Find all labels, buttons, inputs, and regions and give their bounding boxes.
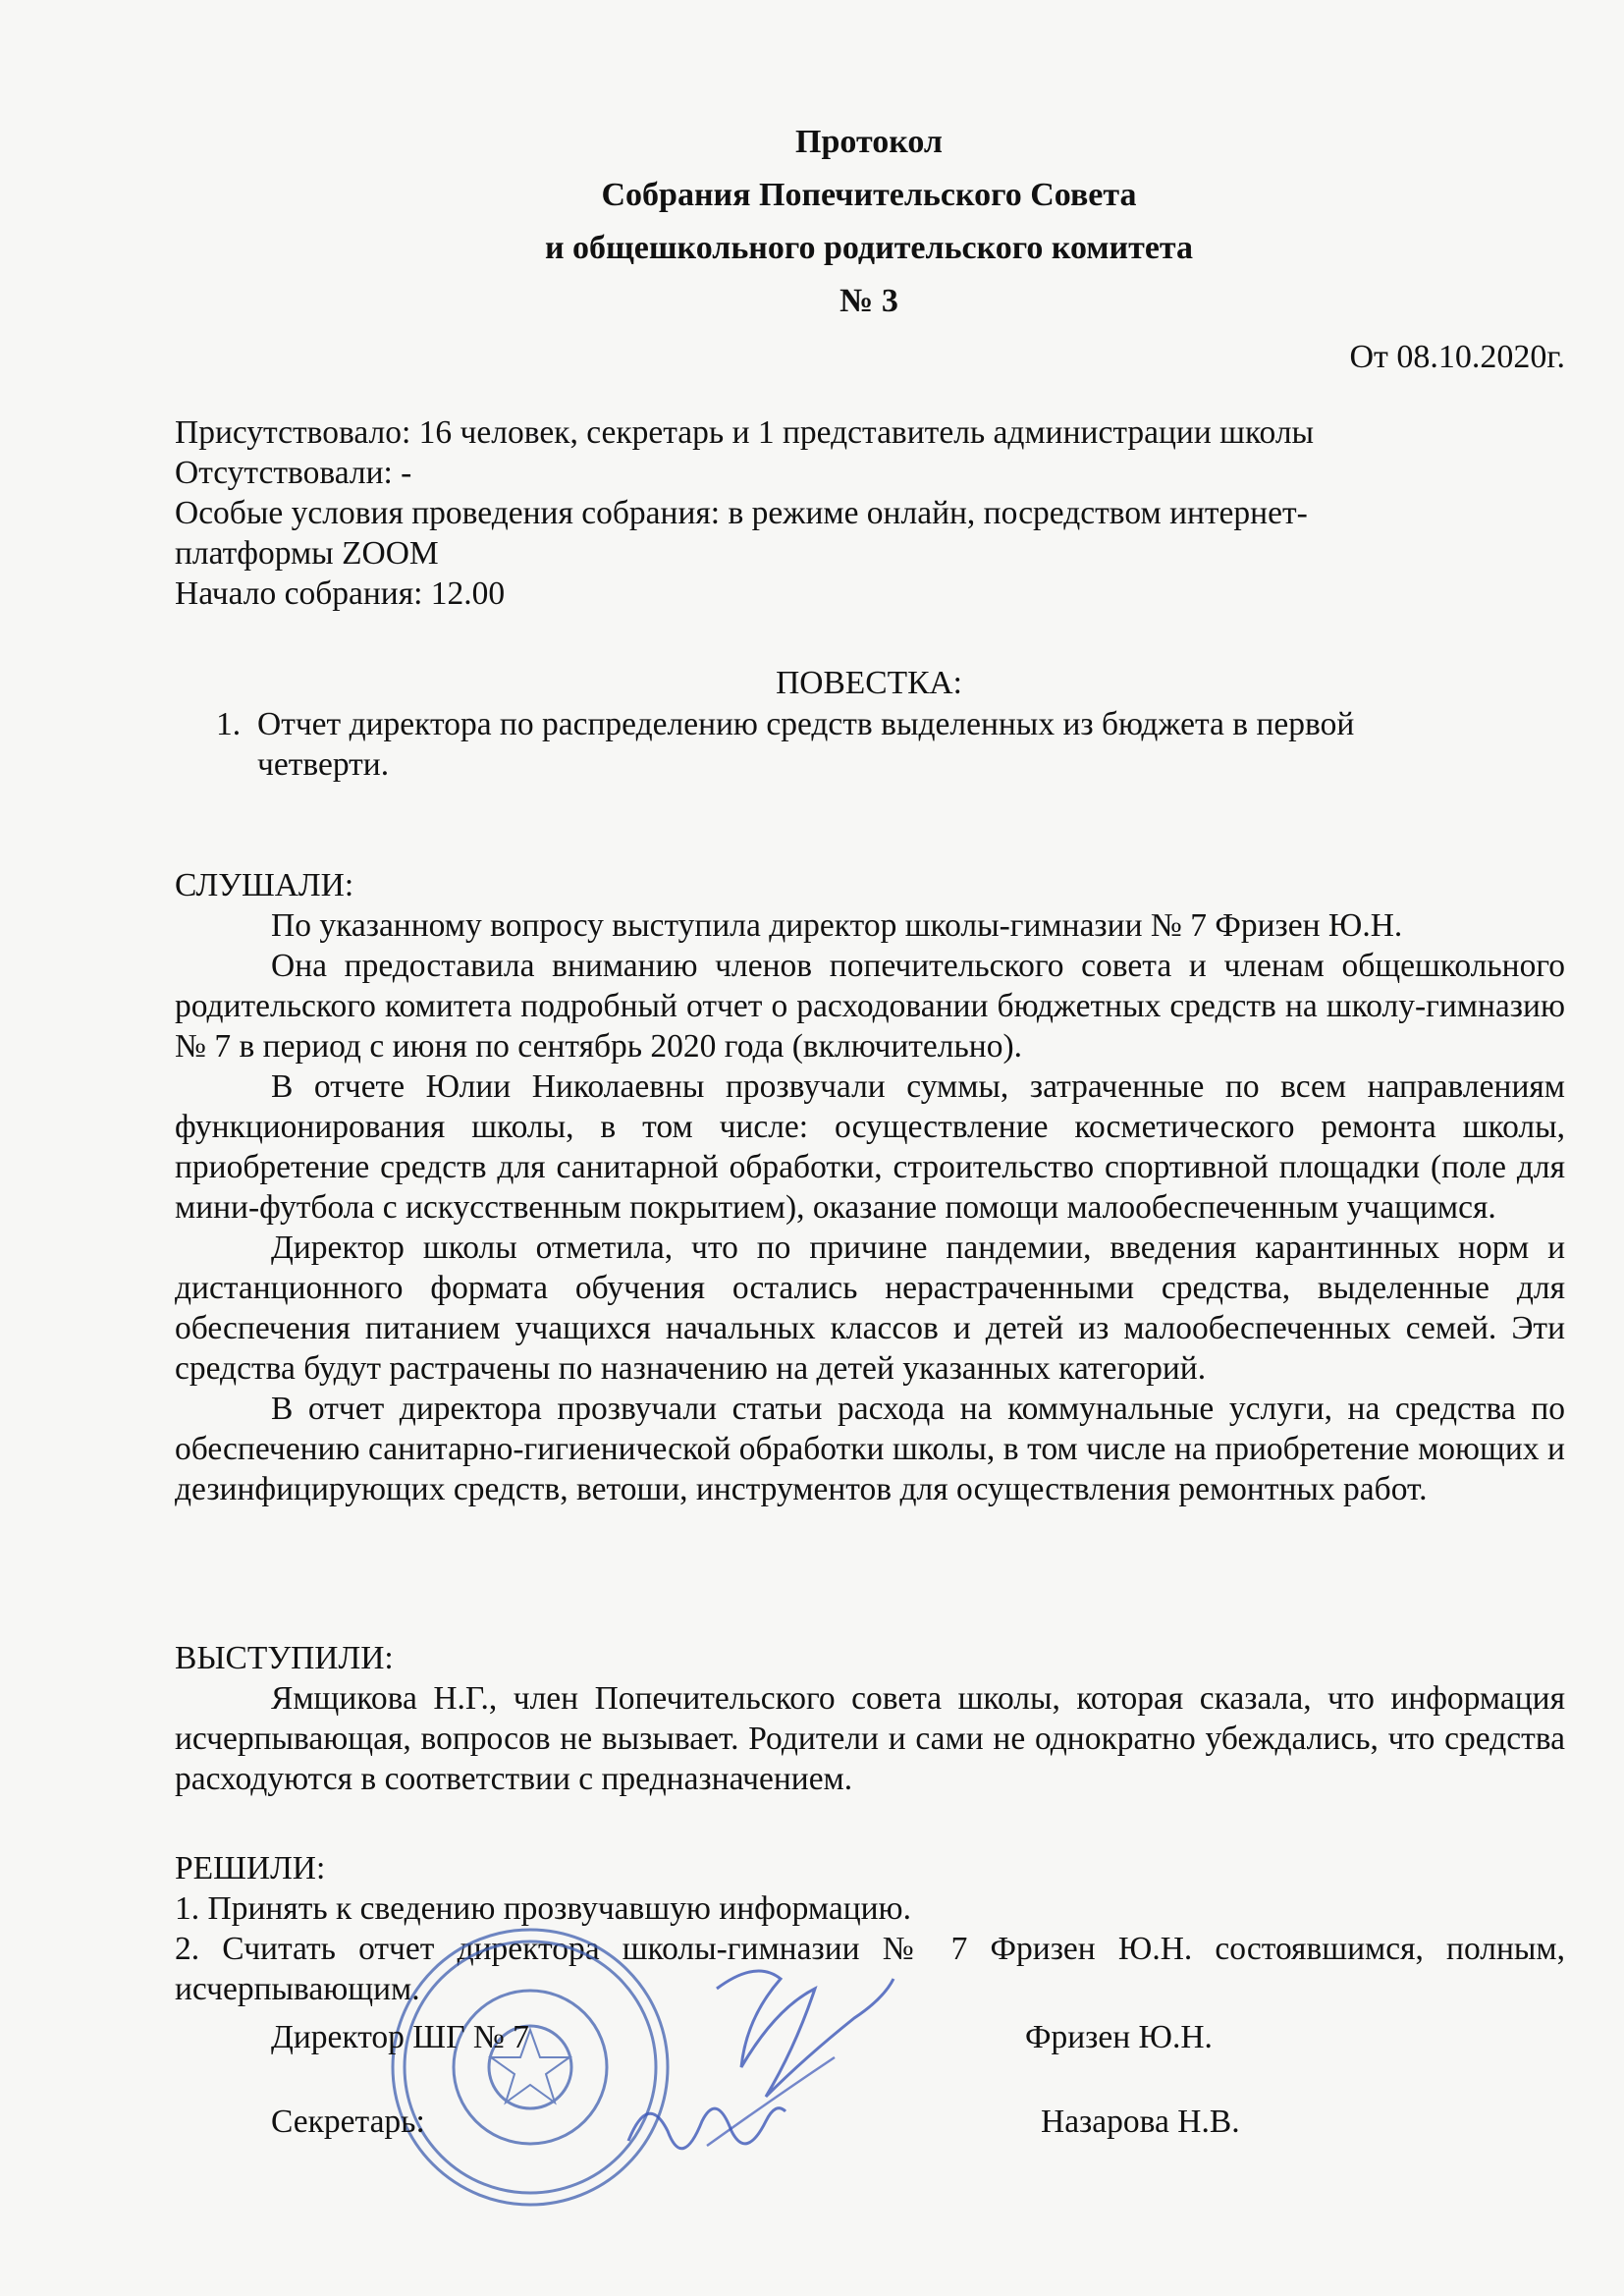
- decided-heading: РЕШИЛИ:: [175, 1850, 326, 1886]
- document-title: [0, 116, 1624, 328]
- secretary-role: Секретарь:: [271, 2104, 425, 2140]
- spoke-section: [175, 1638, 1565, 1799]
- meta-absent: Отсутствовали: -: [175, 455, 412, 491]
- director-name: Фризен Ю.Н.: [1025, 2019, 1213, 2055]
- spoke-heading: ВЫСТУПИЛИ:: [175, 1640, 394, 1676]
- director-role: Директор ШГ № 7: [271, 2019, 529, 2055]
- decided-item: 2. Считать отчет директора школы-гимназии № 7 Фризен Ю.Н. состоявшимся, полным, исчерпывающим.: [175, 1931, 1565, 2007]
- meeting-meta: [175, 412, 1565, 614]
- meta-present: Присутствовало: 16 человек, секретарь и 1 представитель администрации школы: [175, 414, 1315, 451]
- title-line-4: № 3: [839, 283, 898, 319]
- agenda-heading: ПОВЕСТКА:: [776, 665, 962, 701]
- agenda-item-text: Отчет директора по распределению средств выделенных из бюджета в первой четверти.: [257, 706, 1355, 783]
- heard-section: [175, 865, 1565, 1509]
- secretary-signature: [609, 2052, 795, 2200]
- title-line-3: и общешкольного родительского комитета: [544, 230, 1194, 266]
- document-date: От 08.10.2020г.: [1349, 339, 1565, 375]
- agenda-item: [216, 704, 1492, 785]
- heard-paragraph: Директор школы отметила, что по причине пандемии, введения карантинных норм и дистанционного формата обучения остались нерастраченными средства, выделенные для обеспечения питанием учащихся начальных классов и детей из малообеспеченных семей. Эти средства будут растрачены по назначению на детей указанных категорий.: [175, 1230, 1565, 1387]
- heard-paragraph: В отчет директора прозвучали статьи расхода на коммунальные услуги, на средства по обеспечению санитарно-гигиенической обработки школы, в том числе на приобретение моющих и дезинфицирующих средств, ветоши, инструментов для осуществления ремонтных работ.: [175, 1391, 1565, 1507]
- spoke-paragraph: Ямщикова Н.Г., член Попечительского совета школы, которая сказала, что информация исчерпывающая, вопросов не вызывает. Родители и сами не однократно убеждались, что средства расходуются в соответствии с предназначением.: [175, 1680, 1565, 1797]
- heard-paragraph: Она предоставила вниманию членов попечительского совета и членам общешкольного родительского комитета подробный отчет о расходовании бюджетных средств на школу-гимназию № 7 в период с июня по сентябрь 2020 года (включительно).: [175, 948, 1565, 1065]
- decided-item: 1. Принять к сведению прозвучавшую информацию.: [175, 1890, 911, 1927]
- title-line-2: Собрания Попечительского Совета: [601, 177, 1137, 213]
- secretary-name: Назарова Н.В.: [1041, 2104, 1240, 2140]
- agenda-item-number: 1.: [216, 706, 242, 742]
- meta-start: Начало собрания: 12.00: [175, 575, 506, 612]
- title-line-1: Протокол: [795, 124, 943, 160]
- meta-conditions-line-1: Особые условия проведения собрания: в режиме онлайн, посредством интернет-: [175, 495, 1308, 531]
- heard-paragraph: По указанному вопросу выступила директор школы-гимназии № 7 Фризен Ю.Н.: [271, 907, 1403, 944]
- meta-conditions-line-2: платформы ZOOM: [175, 535, 439, 572]
- heard-paragraph: В отчете Юлии Николаевны прозвучали суммы, затраченные по всем направлениям функционирования школы, в том числе: осуществление косметического ремонта школы, приобретение средств для санитарной обработки, строительство спортивной площадки (поле для мини-футбола с искусственным покрытием), оказание помощи малообеспеченным учащимся.: [175, 1068, 1565, 1226]
- heard-heading: СЛУШАЛИ:: [175, 867, 354, 903]
